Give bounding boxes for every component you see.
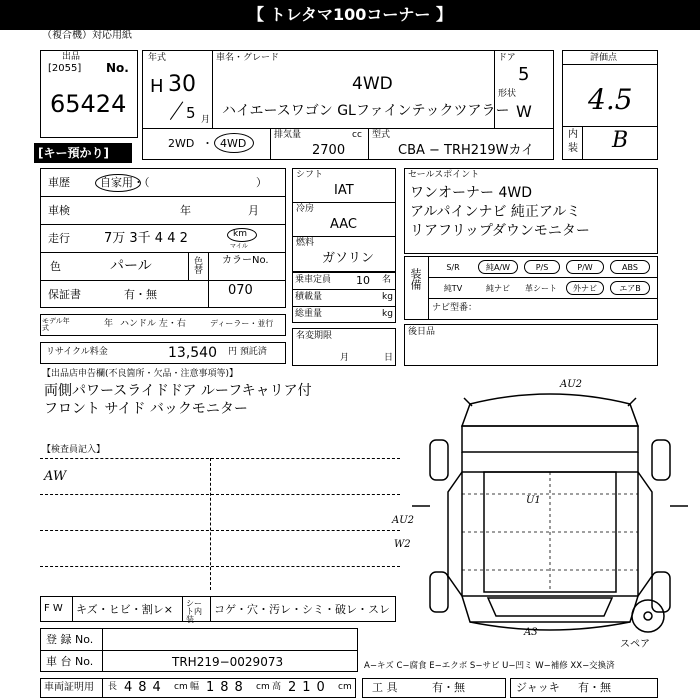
inspection-label: 車検 (48, 204, 70, 217)
year-label: 年式 (148, 53, 167, 63)
capacity-label: 乗車定員 (295, 275, 332, 285)
colorno-value: 070 (228, 283, 253, 298)
declaration-line-2: フロント サイド バックモニター (44, 401, 248, 417)
mark-roof: U1 (526, 495, 541, 506)
declaration-line-1: 両側パワースライドドア ルーフキャリア付 (44, 383, 312, 399)
mileage-value: 7万 3千 4 4 2 (104, 231, 188, 246)
recycle-unit: 円 預託済 (228, 347, 267, 357)
width-unit: cm (256, 682, 270, 692)
capacity-unit: 名 (382, 275, 392, 285)
drive-separator: ・ (202, 137, 213, 150)
shift-label: シフト (296, 170, 324, 180)
equip-leather: 革シート (525, 284, 557, 293)
mark-top: AU2 (560, 379, 583, 390)
navi-model-label: ナビ型番： (432, 303, 478, 313)
color-label: 色 (50, 260, 61, 273)
mark-door: AU2 (392, 515, 415, 526)
equip-tv: 純TV (443, 284, 463, 293)
height-label: 高 (272, 682, 282, 692)
shape-label: 形状 (498, 89, 517, 99)
dealer: ディーラー・並行 (210, 319, 274, 328)
seat-label: シート内装 (186, 599, 202, 624)
interior-score: B (612, 128, 629, 153)
name-change-unit: 月 (340, 353, 350, 363)
sales-line-1: ワンオーナー 4WD (410, 185, 532, 201)
lot-section-label: 出品 (62, 52, 81, 62)
jack-label: ジャッキ (516, 681, 560, 694)
equip-abs: ABS (610, 260, 650, 274)
color-value: パール (110, 258, 152, 274)
length-unit: cm (174, 682, 188, 692)
jack-value: 有・無 (578, 681, 611, 694)
equip-navi: 純ナビ (486, 284, 510, 293)
displacement-value: 2700 (312, 143, 346, 158)
fuel-value: ガソリン (322, 251, 375, 266)
history-end: ） (256, 176, 267, 189)
car-diagram (400, 376, 700, 660)
inspector-label: 【検査員記入】 (42, 445, 106, 455)
equip-alloy: 純A/W (478, 260, 518, 274)
doors-value: 5 (518, 64, 530, 85)
lot-code: [2055] (48, 63, 82, 74)
displacement-unit: cc (352, 130, 362, 140)
handle: ハンドル 左・右 (120, 319, 186, 329)
mileage-unit: km (233, 229, 247, 239)
cooler-value: AAC (330, 217, 357, 232)
name-change-unit2: 日 (384, 353, 394, 363)
doors-label: ドア (498, 53, 516, 63)
warranty-label: 保証書 (48, 288, 81, 301)
year-month-unit: 月 (201, 115, 211, 125)
shift-value: IAT (334, 183, 354, 198)
equipment-label: 装備 (409, 268, 422, 290)
chassis-label: 車 台 No. (46, 655, 94, 668)
mileage-unit-small: マイル (230, 243, 248, 250)
interior-label-2: 装 (568, 143, 578, 154)
cooler-label: 冷房 (296, 204, 315, 214)
equip-ext-navi: 外ナビ (566, 281, 604, 295)
banner (0, 0, 700, 30)
key-label: [キー預かり] (38, 146, 109, 160)
tools-value: 有・無 (432, 681, 465, 694)
length-label: 長 (108, 682, 118, 692)
tools-label: 工 具 (372, 681, 398, 694)
later-items-box (404, 324, 658, 366)
grade-label: 評価点 (590, 53, 618, 63)
mark-rear: A3 (524, 627, 538, 638)
inspection-year: 年 (180, 204, 191, 217)
fw-value: キズ・ヒビ・割レ× (76, 603, 173, 616)
history-content: 自家用・（ (100, 176, 150, 189)
gross-unit: kg (382, 309, 393, 319)
drive-2wd: 2WD (168, 137, 195, 150)
lot-no-label: No. (106, 61, 129, 75)
fuel-label: 燃料 (296, 238, 315, 248)
height-unit: cm (338, 682, 352, 692)
displacement-label: 排気量 (274, 130, 302, 140)
width-value: 188 (206, 680, 249, 695)
inspector-note: AW (44, 469, 67, 484)
registration-label: 登 録 No. (46, 633, 94, 646)
damage-legend: A−キズ C−腐食 E−エクボ S−サビ U−凹ミ W−補修 XX−交換済 (364, 661, 615, 671)
year-month: 5 (186, 104, 196, 122)
sales-line-3: リアフリップダウンモニター (410, 223, 590, 239)
vehicle-model-name: ハイエースワゴン GLファインテックツアラー (222, 103, 510, 119)
chassis-value: TRH219−0029073 (172, 655, 284, 669)
mark-side: W2 (394, 539, 411, 550)
capacity-value: 10 (356, 274, 370, 287)
vehicle-drive: 4WD (352, 74, 393, 94)
fw-label: F W (44, 603, 63, 614)
model-label: モデル年式 (42, 317, 70, 332)
load-unit: kg (382, 292, 393, 302)
vehicle-name-label: 車名・グレード (216, 53, 280, 63)
gross-label: 総重量 (295, 309, 323, 319)
sales-label: セールスポイント (408, 170, 480, 180)
warranty-value: 有・無 (124, 288, 157, 301)
colorno-label: カラーNo. (222, 255, 269, 266)
type-value: CBA − TRH219Wカイ (398, 143, 535, 158)
load-label: 積載量 (295, 292, 323, 302)
model-year-unit: 年 (104, 319, 114, 329)
mileage-label: 走行 (48, 232, 70, 245)
dims-label: 車両証明用 (44, 682, 94, 693)
spare-label: スペア (620, 639, 650, 650)
inspection-month: 月 (248, 204, 259, 217)
color-change-label: 色替 (192, 256, 202, 274)
type-label: 型式 (372, 130, 391, 140)
interior-label-1: 内 (568, 129, 578, 140)
top-note: （複合機）対応用紙 (42, 30, 132, 41)
length-value: 484 (124, 680, 167, 695)
lot-number: 65424 (50, 90, 127, 118)
later-items-label: 後日品 (408, 327, 436, 337)
year-value: 30 (168, 72, 196, 97)
recycle-value: 13,540 (168, 345, 217, 361)
recycle-label: リサイクル料金 (46, 347, 108, 357)
banner-title: 【 トレタマ100コーナー 】 (248, 5, 452, 24)
name-change-label: 名変期限 (296, 331, 333, 341)
history-label: 車歴 (48, 176, 70, 189)
equip-ps: P/S (524, 260, 560, 274)
year-era: H (150, 76, 164, 97)
height-value: 210 (288, 680, 331, 695)
drive-4wd: 4WD (220, 137, 247, 150)
grade-score: 4.5 (588, 83, 633, 116)
equip-sr: S/R (446, 263, 460, 272)
width-label: 幅 (190, 682, 200, 692)
sales-line-2: アルパインナビ 純正アルミ (410, 204, 581, 220)
key-badge (34, 143, 132, 163)
shape-value: W (516, 102, 532, 121)
equip-airbag: エアB (610, 281, 650, 295)
declaration-header: 【出品店申告欄(不良箇所・欠品・注意事項等)】 (42, 369, 239, 379)
seat-value: コゲ・穴・汚レ・シミ・破レ・スレ (214, 603, 390, 616)
equip-pw: P/W (566, 260, 604, 274)
